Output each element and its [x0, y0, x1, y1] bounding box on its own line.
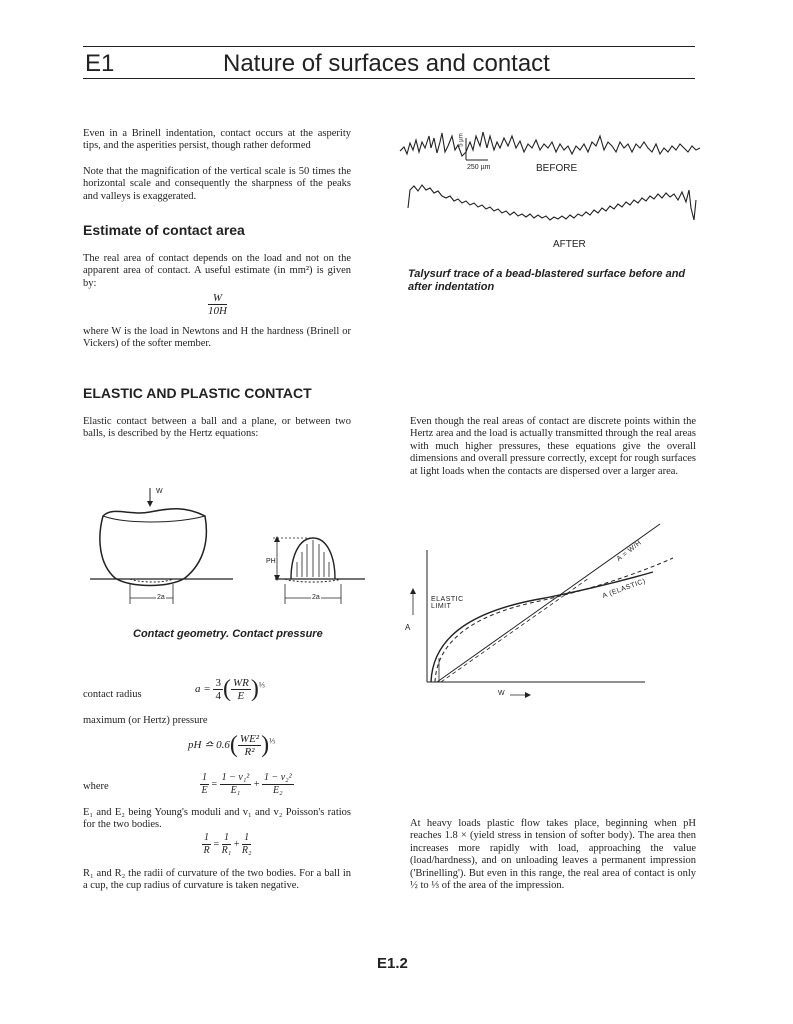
y-axis-arrow-head	[410, 588, 416, 594]
radius-inner-den: E	[237, 690, 245, 702]
pressure-label: PH	[266, 558, 276, 565]
modulus-lhs-den: E	[201, 785, 208, 796]
radii-t1-den: R₁	[221, 845, 232, 856]
radius-exponent: ⅓	[258, 680, 265, 690]
x-axis-arrow-head	[525, 692, 531, 698]
pressure-exponent: ⅓	[269, 736, 276, 746]
section-code: E1	[85, 50, 115, 77]
modulus-lhs-num: 1	[202, 772, 207, 783]
load-arrow-head	[147, 501, 153, 507]
plastic-paragraph: At heavy loads plastic flow takes place, beginning when pH reaches 1.8 × (yield stress in tension of softer body). The area then increases more rapidly with load, approaching the value (load/hardness), and on unloading leaves a permanent impression ('Brinelling'). But even in this range, the real area of contact is only ½ to ⅓ of the area of the impression.	[410, 818, 696, 892]
estimate-heading: Estimate of contact area	[83, 222, 245, 238]
ball-rim	[103, 516, 205, 522]
modulus-t1-num: 1 − v₁²	[221, 772, 250, 783]
radii-lhs-den: R	[203, 845, 210, 856]
pressure-arrows	[297, 540, 329, 577]
radii-text: R₁ and R₂ the radii of curvature of the two bodies. For a ball in a cup, the cup radius of curvature is taken negative.	[83, 868, 351, 892]
width-label-pressure: 2a	[312, 594, 320, 601]
estimate-formula-denominator: 10H	[208, 305, 227, 317]
page-number: E1.2	[377, 955, 408, 972]
modulus-t2-num: 1 − v₂²	[263, 772, 292, 783]
contact-geometry-figure	[85, 480, 365, 625]
intro-paragraph-2: Note that the magnification of the vertical scale is 50 times the horizontal scale and consequently the sharpness of the peaks and valleys is exaggerated.	[83, 166, 351, 202]
vertical-scale-label: 5 µm	[458, 133, 465, 147]
talysurf-caption: Talysurf trace of a bead-blastered surface before and after indentation	[408, 268, 686, 293]
estimate-formula-numerator: W	[208, 292, 227, 305]
elastic-right-paragraph: Even though the real areas of contact are discrete points within the Hertz area and the load is actually transmitted through the real areas with much higher pressures, these equations give the overall dimensions and overall pressure correctly, except for rough surfaces at light loads when the contacts are dispersed over a larger area.	[410, 416, 697, 477]
estimate-formula	[208, 292, 227, 317]
radius-lhs: a =	[195, 683, 211, 696]
contact-caption: Contact geometry. Contact pressure	[133, 628, 323, 640]
header-bottom-rule	[83, 78, 695, 79]
pressure-lhs: pH ≏ 0.6	[188, 739, 230, 752]
moduli-text: E₁ and E₂ being Young's moduli and v₁ and v₂ Poisson's ratios for the two bodies.	[83, 807, 351, 831]
page-title: Nature of surfaces and contact	[223, 50, 550, 77]
load-label: W	[156, 488, 163, 495]
before-label: BEFORE	[536, 163, 578, 174]
radius-equation: a = $\frac{3}{4}$ ( $\frac{WR}{E}$ )$^{\frac{1}{3}}$	[195, 676, 265, 702]
radii-t1-num: 1	[222, 832, 232, 845]
trace-after	[408, 185, 696, 220]
pressure-arrow-bottom	[274, 575, 280, 581]
radii-lhs-num: 1	[204, 832, 209, 843]
modulus-t2-den: E₂	[272, 785, 283, 796]
width-label-ball: 2a	[157, 594, 165, 601]
header-top-rule	[83, 46, 695, 47]
radii-t2-num: 1	[242, 832, 252, 845]
radii-equation: $\frac{1}{R}$ = $\frac{1}{\text{R₁}}$ + $\frac{1}{\text{R₂}}$	[203, 832, 252, 856]
pressure-inner-den: R²	[244, 746, 255, 758]
radius-coef-num: 3	[215, 677, 221, 689]
horizontal-scale-label: 250 µm	[467, 164, 491, 171]
estimate-where-text: where W is the load in Newtons and H the hardness (Brinell or Vickers) of the softer member.	[83, 326, 351, 350]
plastic-line-label: A = W/H	[615, 539, 644, 563]
radius-coef-den: 4	[215, 690, 221, 702]
pressure-equation: pH ≏ 0.6( $\frac{\text{WE²}}{\text{R²}}$ )$^{\frac{1}{3}}$	[188, 732, 276, 758]
pressure-inner-num: WE²	[239, 733, 260, 745]
radius-label: contact radius	[83, 689, 142, 700]
elastic-plastic-heading: ELASTIC AND PLASTIC CONTACT	[83, 385, 312, 401]
elastic-left-paragraph: Elastic contact between a ball and a plane, or between two balls, is described by the Hertz equations:	[83, 416, 351, 440]
where-label: where	[83, 781, 109, 792]
pressure-arrow-top	[274, 536, 280, 542]
elastic-limit-label: ELASTIC LIMIT	[431, 596, 464, 610]
radii-t2-den: R₂	[241, 845, 252, 856]
intro-paragraph-1: Even in a Brinell indentation, contact occurs at the asperity tips, and the asperities persist, though rather deformed	[83, 128, 351, 152]
pressure-label-text: maximum (or Hertz) pressure	[83, 715, 208, 726]
modulus-t1-den: E₁	[230, 785, 241, 796]
after-label: AFTER	[553, 239, 586, 250]
estimate-paragraph: The real area of contact depends on the load and not on the apparent area of contact. A useful estimate (in mm²) is given by:	[83, 253, 351, 289]
talysurf-traces	[400, 128, 700, 258]
ball	[100, 509, 207, 586]
trace-before	[400, 132, 700, 156]
modulus-equation: $\frac{1}{E}$ = $\frac{\text{1 − v₁²}}{\text{E₁}}$ + $\frac{\text{1 − v₂²}}{\text{E₂}}$	[201, 772, 292, 796]
x-axis-label: W	[498, 690, 506, 697]
y-axis-label: A	[405, 623, 411, 632]
elastic-line-label: A (ELASTIC)	[601, 577, 647, 600]
radius-inner-num: WR	[232, 677, 249, 689]
